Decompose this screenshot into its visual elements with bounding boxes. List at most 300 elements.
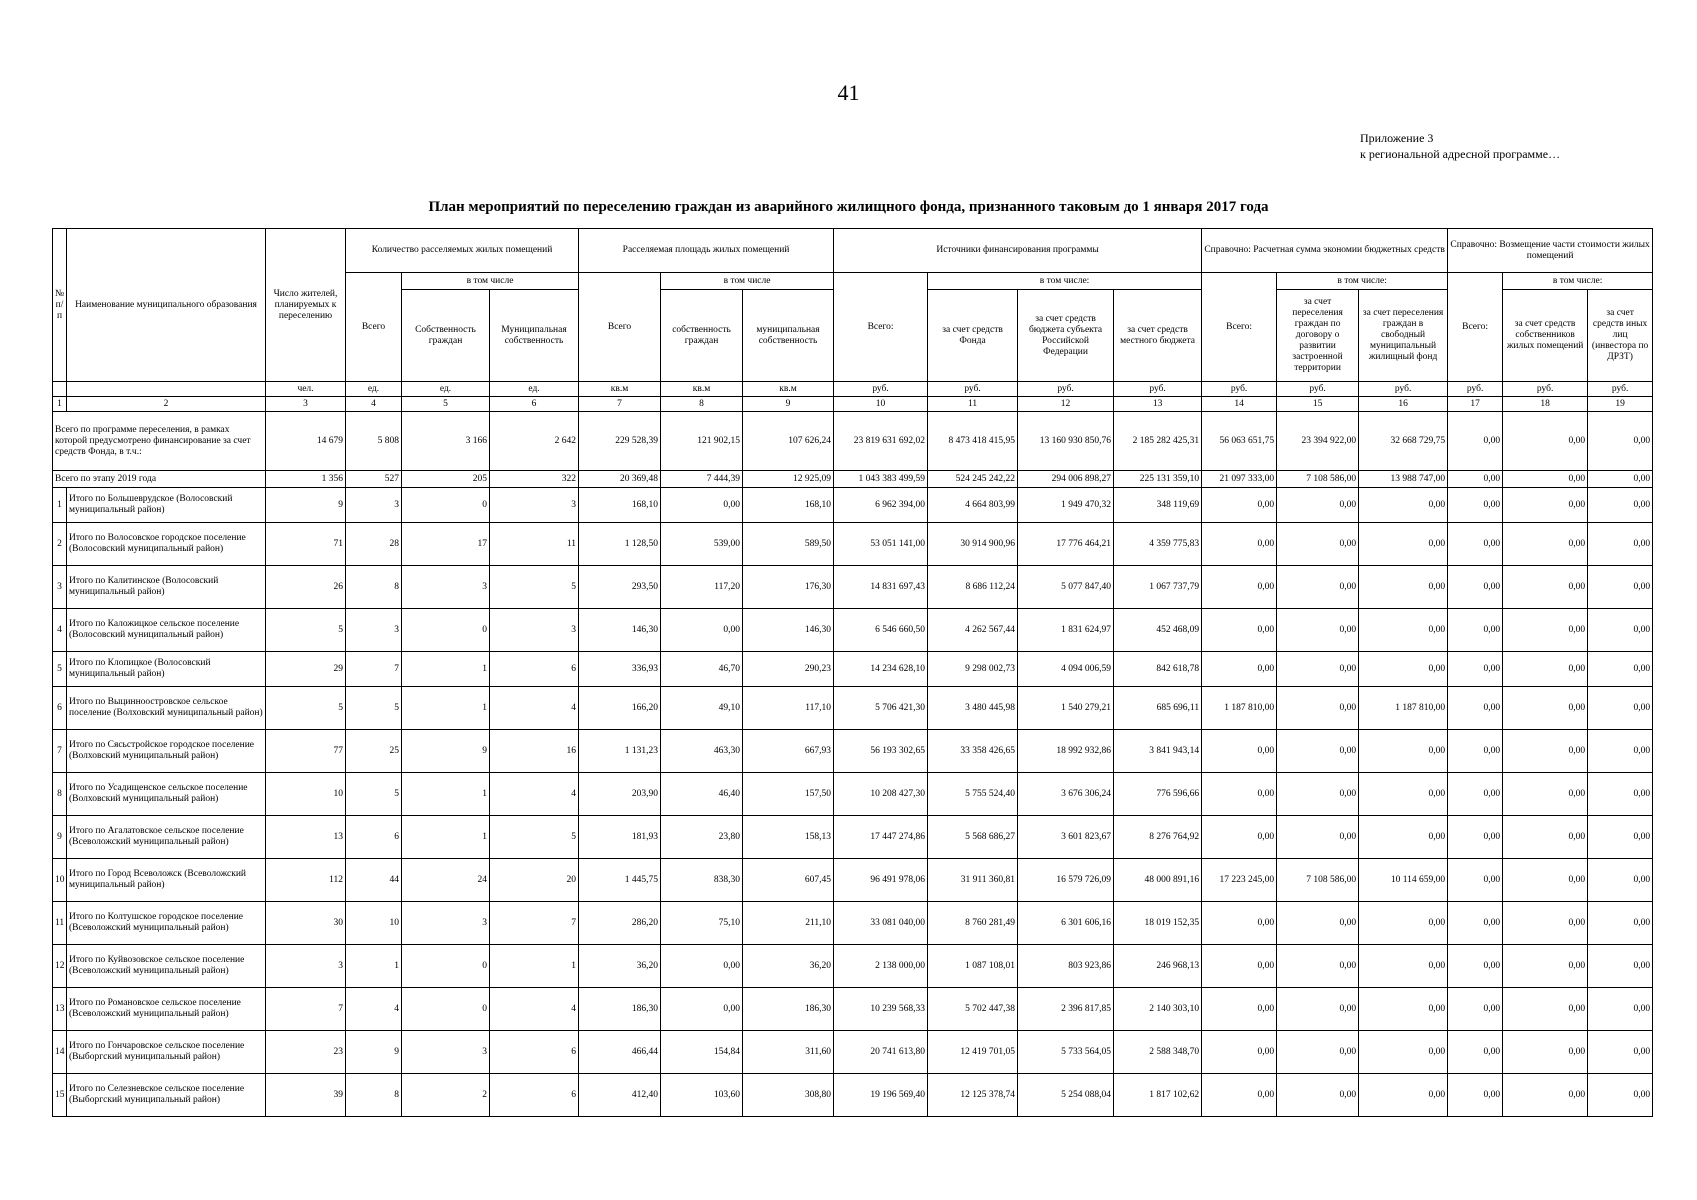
value-cell: 0,00 [1202,523,1277,566]
value-cell: 4 [490,773,579,816]
value-cell: 0,00 [1448,488,1503,523]
column-number-cell: 2 [67,397,266,412]
value-cell: 527 [346,471,402,488]
value-cell: 0,00 [1448,773,1503,816]
value-cell: 0,00 [1277,1031,1359,1074]
value-cell: 0,00 [1448,652,1503,687]
value-cell: 0,00 [1359,488,1448,523]
value-cell: 667,93 [743,730,834,773]
row-number: 4 [53,609,67,652]
value-cell: 0,00 [1588,488,1653,523]
value-cell: 0,00 [1202,566,1277,609]
value-cell: 75,10 [661,902,743,945]
value-cell: 0,00 [1588,902,1653,945]
value-cell: 8 276 764,92 [1114,816,1202,859]
value-cell: 0,00 [1588,1031,1653,1074]
value-cell: 0,00 [1359,902,1448,945]
column-number-cell: 3 [266,397,346,412]
value-cell: 96 491 978,06 [834,859,928,902]
value-cell: 0,00 [1503,773,1588,816]
value-cell: 4 664 803,99 [928,488,1018,523]
value-cell: 12 419 701,05 [928,1031,1018,1074]
value-cell: 0,00 [1448,1074,1503,1117]
unit-cell: руб. [928,382,1018,397]
value-cell: 466,44 [579,1031,661,1074]
units-row [53,382,1653,397]
value-cell: 8 [346,566,402,609]
row-name: Итого по Большеврудское (Волосовский муниципальный район) [67,488,266,523]
column-number-cell: 19 [1588,397,1653,412]
value-cell: 2 [402,1074,490,1117]
column-number-cell: 18 [1503,397,1588,412]
value-cell: 1 445,75 [579,859,661,902]
value-cell: 18 992 932,86 [1018,730,1114,773]
value-cell: 186,30 [743,988,834,1031]
value-cell: 5 568 686,27 [928,816,1018,859]
value-cell: 17 776 464,21 [1018,523,1114,566]
header-group-funding: Источники финансирования программы [834,229,1202,273]
value-cell: 158,13 [743,816,834,859]
value-cell: 3 [490,609,579,652]
row-name: Итого по Селезневское сельское поселение (Выборгский муниципальный район) [67,1074,266,1117]
value-cell: 46,70 [661,652,743,687]
header-savings-incl: в том числе: [1277,273,1448,290]
value-cell: 0,00 [1503,1074,1588,1117]
value-cell: 838,30 [661,859,743,902]
value-cell: 23 394 922,00 [1277,412,1359,471]
value-cell: 14 679 [266,412,346,471]
value-cell: 205 [402,471,490,488]
column-number-cell: 11 [928,397,1018,412]
document-title: План мероприятий по переселению граждан из аварийного жилищного фонда, признанного таковым до 1 января 2017 года [428,199,1269,215]
value-cell: 3 [402,566,490,609]
value-cell: 311,60 [743,1031,834,1074]
value-cell: 0,00 [1588,471,1653,488]
value-cell: 30 [266,902,346,945]
value-cell: 0,00 [1588,773,1653,816]
row-number: 11 [53,902,67,945]
unit-cell: руб. [1202,382,1277,397]
value-cell: 121 902,15 [661,412,743,471]
value-cell: 1 187 810,00 [1359,687,1448,730]
value-cell: 3 [402,902,490,945]
appendix-line-2: к региональной адресной программе… [1360,147,1561,161]
column-number-cell: 1 [53,397,67,412]
value-cell: 1 356 [266,471,346,488]
row-name: Итого по Волосовское городское поселение (Волосовский муниципальный район) [67,523,266,566]
value-cell: 5 733 564,05 [1018,1031,1114,1074]
value-cell: 36,20 [743,945,834,988]
row-name: Итого по Город Всеволожск (Всеволожский муниципальный район) [67,859,266,902]
value-cell: 21 097 333,00 [1202,471,1277,488]
unit-cell: руб. [1588,382,1653,397]
value-cell: 0,00 [1503,609,1588,652]
value-cell: 1 [490,945,579,988]
value-cell: 1 067 737,79 [1114,566,1202,609]
value-cell: 4 262 567,44 [928,609,1018,652]
value-cell: 0,00 [1202,488,1277,523]
header-owners: за счет средств собственников жилых помещений [1503,290,1588,382]
value-cell: 7 444,39 [661,471,743,488]
value-cell: 1 831 624,97 [1018,609,1114,652]
header-local-budget: за счет средств местного бюджета [1114,290,1202,382]
value-cell: 211,10 [743,902,834,945]
value-cell: 24 [402,859,490,902]
row-name: Всего по программе переселения, в рамках которой предусмотрено финансирование за счет средств Фонда, в т.ч.: [53,412,266,471]
value-cell: 9 [402,730,490,773]
header-rooms-incl: в том числе [402,273,579,290]
value-cell: 0,00 [1448,859,1503,902]
value-cell: 0,00 [1277,1074,1359,1117]
value-cell: 117,20 [661,566,743,609]
row-number: 10 [53,859,67,902]
value-cell: 53 051 141,00 [834,523,928,566]
header-resettle-free: за счет переселения граждан в свободный муниципальный жилищный фонд [1359,290,1448,382]
row-number: 15 [53,1074,67,1117]
column-number-cell: 9 [743,397,834,412]
column-number-cell: 12 [1018,397,1114,412]
value-cell: 0,00 [1588,652,1653,687]
value-cell: 0,00 [1202,988,1277,1031]
value-cell: 589,50 [743,523,834,566]
table-row [53,412,1653,471]
value-cell: 0,00 [1202,945,1277,988]
value-cell: 293,50 [579,566,661,609]
value-cell: 5 [490,566,579,609]
value-cell: 3 [346,488,402,523]
value-cell: 168,10 [743,488,834,523]
value-cell: 0,00 [1448,566,1503,609]
value-cell: 33 081 040,00 [834,902,928,945]
value-cell: 308,80 [743,1074,834,1117]
value-cell: 0,00 [1588,988,1653,1031]
value-cell: 1 128,50 [579,523,661,566]
value-cell: 607,45 [743,859,834,902]
row-number: 2 [53,523,67,566]
value-cell: 0,00 [1277,816,1359,859]
value-cell: 17 223 245,00 [1202,859,1277,902]
column-numbers-row [53,397,1653,412]
value-cell: 3 601 823,67 [1018,816,1114,859]
value-cell: 0,00 [1503,566,1588,609]
header-name: Наименование муниципального образования [67,229,266,382]
value-cell: 46,40 [661,773,743,816]
row-name: Всего по этапу 2019 года [53,471,266,488]
value-cell: 1 [402,773,490,816]
value-cell: 0,00 [1202,1031,1277,1074]
value-cell: 7 108 586,00 [1277,859,1359,902]
row-name: Итого по Колтушское городское поселение (Всеволожский муниципальный район) [67,902,266,945]
value-cell: 5 702 447,38 [928,988,1018,1031]
header-funding-incl: в том числе: [928,273,1202,290]
value-cell: 0,00 [1448,816,1503,859]
value-cell: 0,00 [1448,412,1503,471]
header-no: № п/п [53,229,67,382]
table-row [53,523,1653,566]
row-number: 8 [53,773,67,816]
value-cell: 10 [346,902,402,945]
value-cell: 0,00 [661,988,743,1031]
value-cell: 0,00 [1277,773,1359,816]
value-cell: 0,00 [1359,816,1448,859]
value-cell: 0,00 [1202,816,1277,859]
value-cell: 13 160 930 850,76 [1018,412,1114,471]
unit-cell: руб. [1114,382,1202,397]
value-cell: 20 741 613,80 [834,1031,928,1074]
value-cell: 1 087 108,01 [928,945,1018,988]
value-cell: 166,20 [579,687,661,730]
header-area-incl: в том числе [661,273,834,290]
value-cell: 0,00 [1588,1074,1653,1117]
value-cell: 3 [402,1031,490,1074]
value-cell: 10 208 427,30 [834,773,928,816]
value-cell: 5 [266,687,346,730]
value-cell: 1 817 102,62 [1114,1074,1202,1117]
table-row [53,566,1653,609]
value-cell: 0,00 [1588,945,1653,988]
value-cell: 4 [490,687,579,730]
header-group-rooms: Количество расселяемых жилых помещений [346,229,579,273]
value-cell: 842 618,78 [1114,652,1202,687]
unit-cell: руб. [1503,382,1588,397]
value-cell: 336,93 [579,652,661,687]
unit-cell: руб. [1277,382,1359,397]
value-cell: 3 480 445,98 [928,687,1018,730]
unit-cell: кв.м [743,382,834,397]
value-cell: 4 359 775,83 [1114,523,1202,566]
value-cell: 5 [266,609,346,652]
column-number-cell: 15 [1277,397,1359,412]
value-cell: 6 [490,1074,579,1117]
table-row [53,1074,1653,1117]
value-cell: 32 668 729,75 [1359,412,1448,471]
value-cell: 2 588 348,70 [1114,1031,1202,1074]
value-cell: 0,00 [1359,1074,1448,1117]
unit-cell: руб. [1448,382,1503,397]
header-residents: Число жителей, планируемых к переселению [266,229,346,382]
value-cell: 12 925,09 [743,471,834,488]
value-cell: 0,00 [1503,687,1588,730]
value-cell: 146,30 [743,609,834,652]
value-cell: 6 962 394,00 [834,488,928,523]
value-cell: 452 468,09 [1114,609,1202,652]
value-cell: 3 [346,609,402,652]
value-cell: 5 [346,687,402,730]
value-cell: 4 [346,988,402,1031]
value-cell: 10 239 568,33 [834,988,928,1031]
header-municipal: Муниципальная собственность [490,290,579,382]
value-cell: 33 358 426,65 [928,730,1018,773]
row-name: Итого по Куйвозовское сельское поселение (Всеволожский муниципальный район) [67,945,266,988]
value-cell: 2 396 817,85 [1018,988,1114,1031]
value-cell: 23,80 [661,816,743,859]
value-cell: 168,10 [579,488,661,523]
column-number-cell: 8 [661,397,743,412]
value-cell: 7 108 586,00 [1277,471,1359,488]
value-cell: 5 254 088,04 [1018,1074,1114,1117]
value-cell: 186,30 [579,988,661,1031]
column-number-cell: 17 [1448,397,1503,412]
header-fund: за счет средств Фонда [928,290,1018,382]
value-cell: 7 [346,652,402,687]
value-cell: 0,00 [1202,1074,1277,1117]
value-cell: 29 [266,652,346,687]
value-cell: 16 579 726,09 [1018,859,1114,902]
value-cell: 0,00 [1202,773,1277,816]
header-compensation-total: Всего: [1448,273,1503,382]
value-cell: 0,00 [1588,609,1653,652]
value-cell: 49,10 [661,687,743,730]
header-area-municipal: муниципальная собственность [743,290,834,382]
table-row [53,687,1653,730]
value-cell: 348 119,69 [1114,488,1202,523]
row-number: 3 [53,566,67,609]
header-funding-total: Всего: [834,273,928,382]
value-cell: 0,00 [1277,730,1359,773]
column-number-cell: 14 [1202,397,1277,412]
table-row [53,859,1653,902]
value-cell: 0,00 [661,609,743,652]
value-cell: 44 [346,859,402,902]
value-cell: 229 528,39 [579,412,661,471]
value-cell: 10 [266,773,346,816]
value-cell: 294 006 898,27 [1018,471,1114,488]
header-savings-total: Всего: [1202,273,1277,382]
value-cell: 181,93 [579,816,661,859]
value-cell: 12 125 378,74 [928,1074,1018,1117]
table-row [53,652,1653,687]
row-number: 12 [53,945,67,988]
table-row [53,609,1653,652]
value-cell: 10 114 659,00 [1359,859,1448,902]
value-cell: 112 [266,859,346,902]
value-cell: 1 [402,652,490,687]
value-cell: 13 988 747,00 [1359,471,1448,488]
value-cell: 0,00 [1448,730,1503,773]
unit-cell: ед. [346,382,402,397]
value-cell: 71 [266,523,346,566]
value-cell: 3 166 [402,412,490,471]
value-cell: 0,00 [1588,566,1653,609]
value-cell: 14 234 628,10 [834,652,928,687]
value-cell: 25 [346,730,402,773]
header-group-savings: Справочно: Расчетная сумма экономии бюджетных средств [1202,229,1448,273]
table-row [53,730,1653,773]
column-number-cell: 5 [402,397,490,412]
value-cell: 154,84 [661,1031,743,1074]
value-cell: 0,00 [1588,687,1653,730]
value-cell: 246 968,13 [1114,945,1202,988]
row-name: Итого по Агалатовское сельское поселение (Всеволожский муниципальный район) [67,816,266,859]
value-cell: 23 [266,1031,346,1074]
value-cell: 0,00 [1503,988,1588,1031]
value-cell: 0,00 [1202,902,1277,945]
value-cell: 2 642 [490,412,579,471]
table-row [53,816,1653,859]
unit-cell: ед. [402,382,490,397]
value-cell: 1 [402,816,490,859]
value-cell: 0,00 [1588,730,1653,773]
value-cell: 5 706 421,30 [834,687,928,730]
header-compensation-incl: в том числе: [1503,273,1653,290]
value-cell: 9 [266,488,346,523]
value-cell: 803 923,86 [1018,945,1114,988]
value-cell: 48 000 891,16 [1114,859,1202,902]
value-cell: 0,00 [1359,945,1448,988]
header-group-area: Расселяемая площадь жилых помещений [579,229,834,273]
value-cell: 0,00 [1277,687,1359,730]
value-cell: 0,00 [1277,902,1359,945]
value-cell: 0,00 [1588,523,1653,566]
value-cell: 0,00 [1503,471,1588,488]
value-cell: 5 755 524,40 [928,773,1018,816]
row-number: 13 [53,988,67,1031]
value-cell: 30 914 900,96 [928,523,1018,566]
appendix-line-1: Приложение 3 [1360,131,1434,145]
row-number: 1 [53,488,67,523]
value-cell: 36,20 [579,945,661,988]
value-cell: 0,00 [1448,988,1503,1031]
value-cell: 0,00 [1503,902,1588,945]
value-cell: 463,30 [661,730,743,773]
value-cell: 1 540 279,21 [1018,687,1114,730]
value-cell: 176,30 [743,566,834,609]
header-group-compensation: Справочно: Возмещение части стоимости жилых помещений [1448,229,1653,273]
row-name: Итого по Гончаровское сельское поселение (Выборгский муниципальный район) [67,1031,266,1074]
value-cell: 6 [490,652,579,687]
header-rooms-total: Всего [346,273,402,382]
row-number: 14 [53,1031,67,1074]
value-cell: 0,00 [1503,730,1588,773]
value-cell: 6 546 660,50 [834,609,928,652]
value-cell: 5 [346,773,402,816]
value-cell: 0,00 [1588,859,1653,902]
value-cell: 0,00 [1448,523,1503,566]
unit-cell: руб. [834,382,928,397]
value-cell: 0,00 [1503,945,1588,988]
value-cell: 146,30 [579,609,661,652]
table-row [53,988,1653,1031]
value-cell: 39 [266,1074,346,1117]
value-cell: 0,00 [1448,471,1503,488]
value-cell: 0,00 [1503,1031,1588,1074]
value-cell: 0,00 [1277,945,1359,988]
value-cell: 0,00 [661,488,743,523]
row-name: Итого по Каложицкое сельское поселение (Волосовский муниципальный район) [67,609,266,652]
value-cell: 8 [346,1074,402,1117]
header-others: за счет средств иных лиц (инвестора по ДРЗТ) [1588,290,1653,382]
value-cell: 1 949 470,32 [1018,488,1114,523]
unit-cell: ед. [490,382,579,397]
header-owned-citizens: Собственность граждан [402,290,490,382]
value-cell: 4 094 006,59 [1018,652,1114,687]
value-cell: 7 [266,988,346,1031]
value-cell: 56 193 302,65 [834,730,928,773]
row-number: 5 [53,652,67,687]
header-subject-budget: за счет средств бюджета субъекта Российской Федерации [1018,290,1114,382]
value-cell: 0,00 [1277,988,1359,1031]
value-cell: 3 [266,945,346,988]
value-cell: 26 [266,566,346,609]
value-cell: 203,90 [579,773,661,816]
unit-cell [53,382,67,397]
row-name: Итого по Усадищенское сельское поселение (Волховский муниципальный район) [67,773,266,816]
value-cell: 14 831 697,43 [834,566,928,609]
table-row [53,773,1653,816]
table-row [53,471,1653,488]
value-cell: 6 [490,1031,579,1074]
value-cell: 1 187 810,00 [1202,687,1277,730]
